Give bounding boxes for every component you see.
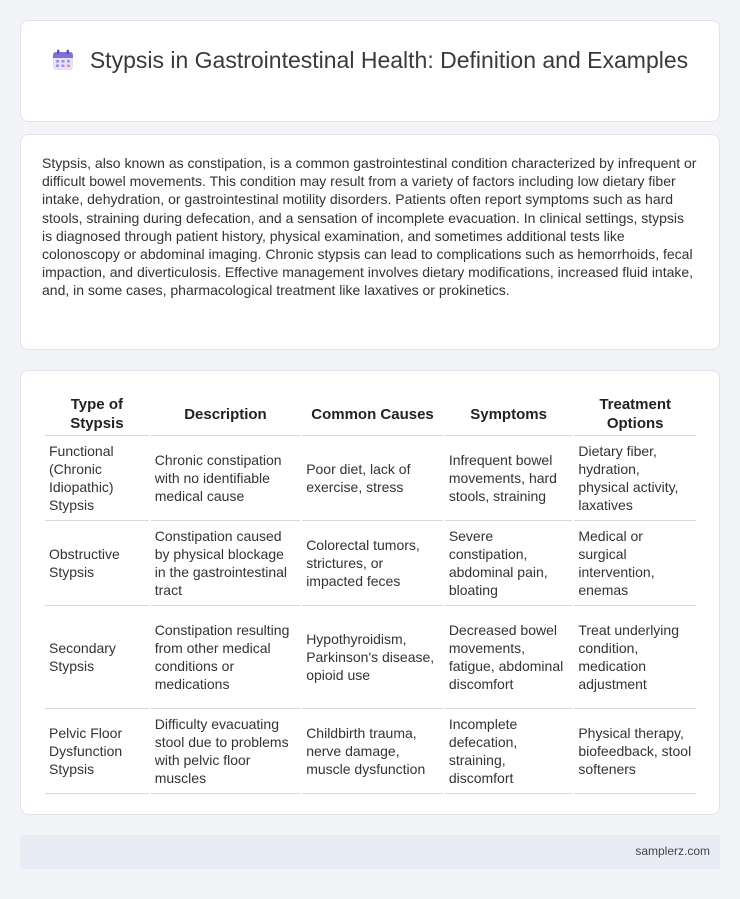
table-cell-description: Constipation caused by physical blockage in the gastrointestinal tract — [151, 521, 300, 606]
table-cell-causes: Colorectal tumors, strictures, or impacted feces — [302, 521, 443, 606]
title-card — [20, 20, 720, 122]
col-header-symptoms: Symptoms — [445, 393, 573, 436]
calendar-icon — [52, 49, 74, 71]
footer-site-link[interactable]: samplerz.com — [635, 844, 710, 858]
table-cell-type: Pelvic Floor Dysfunction Stypsis — [45, 709, 149, 794]
table-cell-type: Obstructive Stypsis — [45, 521, 149, 606]
table-card — [20, 370, 720, 815]
page-title: Stypsis in Gastrointestinal Health: Definition and Examples — [89, 47, 689, 73]
table-cell-causes: Hypothyroidism, Parkinson's disease, opioid use — [302, 606, 443, 709]
table-cell-description: Chronic constipation with no identifiable medical cause — [151, 436, 300, 521]
table-cell-symptoms: Incomplete defecation, straining, discomfort — [445, 709, 573, 794]
table-cell-causes: Poor diet, lack of exercise, stress — [302, 436, 443, 521]
table-cell-treatment: Medical or surgical intervention, enemas — [574, 521, 696, 606]
table-cell-type: Functional (Chronic Idiopathic) Stypsis — [45, 436, 149, 521]
table-header-row — [45, 393, 696, 436]
table-cell-treatment: Dietary fiber, hydration, physical activity, laxatives — [574, 436, 696, 521]
table-row — [45, 521, 696, 606]
table-cell-description: Constipation resulting from other medical conditions or medications — [151, 606, 300, 709]
stypsis-table — [43, 393, 698, 794]
table-row — [45, 436, 696, 521]
table-cell-treatment: Physical therapy, biofeedback, stool softeners — [574, 709, 696, 794]
table-cell-causes: Childbirth trauma, nerve damage, muscle dysfunction — [302, 709, 443, 794]
intro-paragraph: Stypsis, also known as constipation, is a common gastrointestinal condition characterized by infrequent or difficult bowel movements. This condition may result from a variety of factors including low dietary fiber intake, dehydration, or gastrointestinal motility disorders. Patients often report symptoms such as hard stools, straining during defecation, and a sensation of incomplete evacuation. In clinical settings, stypsis is diagnosed through patient history, physical examination, and sometimes additional tests like colonoscopy or abdominal imaging. Chronic stypsis can lead to complications such as hemorrhoids, fecal impaction, and diverticulosis. Effective management involves dietary modifications, increased fluid intake, and, in some cases, pharmacological treatment like laxatives or prokinetics. — [42, 155, 697, 299]
col-header-causes: Common Causes — [302, 393, 443, 436]
table-cell-symptoms: Infrequent bowel movements, hard stools, straining — [445, 436, 573, 521]
table-row — [45, 606, 696, 709]
intro-card — [20, 134, 720, 350]
table-cell-treatment: Treat underlying condition, medication adjustment — [574, 606, 696, 709]
table-row — [45, 709, 696, 794]
table-cell-description: Difficulty evacuating stool due to problems with pelvic floor muscles — [151, 709, 300, 794]
page-title-wrap — [21, 45, 719, 75]
col-header-treatment: Treatment Options — [574, 393, 696, 436]
table-cell-symptoms: Severe constipation, abdominal pain, bloating — [445, 521, 573, 606]
table-cell-symptoms: Decreased bowel movements, fatigue, abdominal discomfort — [445, 606, 573, 709]
table-cell-type: Secondary Stypsis — [45, 606, 149, 709]
footer-bar — [20, 835, 720, 869]
col-header-description: Description — [151, 393, 300, 436]
col-header-type: Type of Stypsis — [45, 393, 149, 436]
